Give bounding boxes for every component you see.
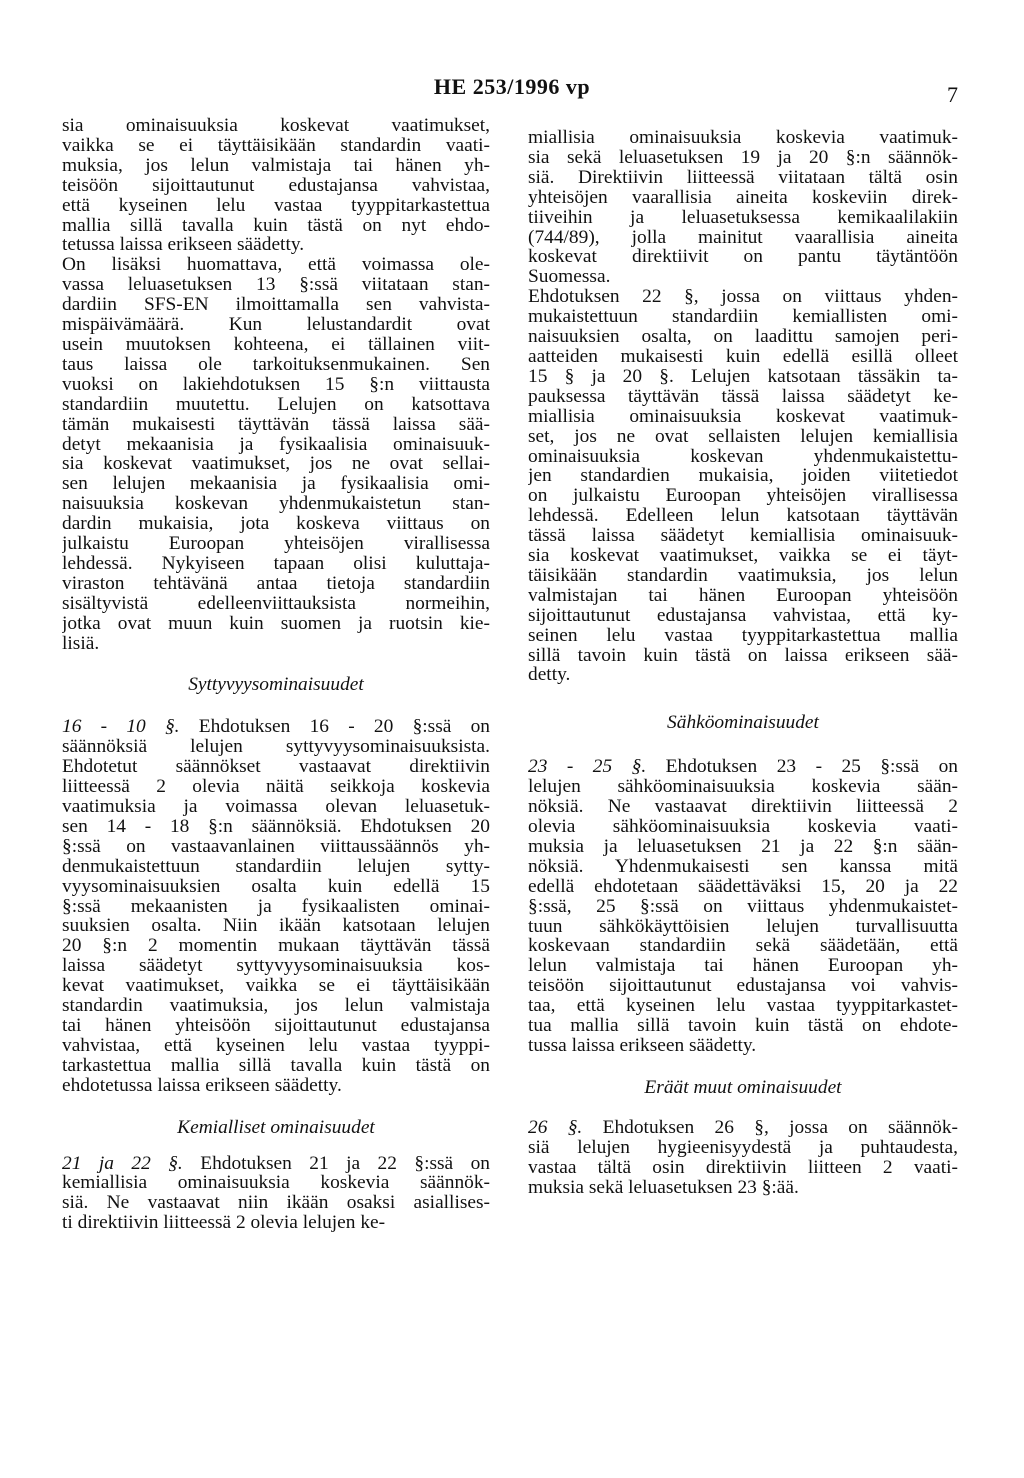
text-line: naisuuksia koskevan yhdenmukaistetun stan-	[62, 494, 490, 515]
text-line: ominaisuuksia koskevan yhdenmukaistettu-	[528, 446, 958, 467]
text-line: tua mallia sillä tavoin kuin tästä on ehdote-	[528, 1016, 958, 1036]
text-line: vyysominaisuuksien osalta kuin edellä 15	[62, 876, 490, 897]
text-line: mispäivämäärä. Kun lelustandardit ovat	[62, 315, 490, 335]
text-line: lehdessä. Nykyiseen tapaan olisi kuluttaja-	[62, 553, 490, 574]
text-line: On lisäksi huomattava, että voimassa ole-	[62, 255, 490, 276]
text-line: pauksessa täyttävän tässä laissa säädetyt ke-	[528, 386, 958, 407]
text-line: tussa laissa erikseen säädetty.	[528, 1035, 757, 1056]
paragraph-first-line	[62, 717, 490, 737]
text-line: sia sekä leluasetuksen 19 ja 20 §:n säännök-	[528, 147, 958, 168]
text-line: 15 § ja 20 §. Lelujen katsotaan tässäkin ta-	[528, 366, 958, 387]
text-line: sisältyvistä edelleenviittauksista normeihin,	[62, 593, 490, 614]
text-line: siä. Direktiivin liitteessä viitataan tältä osin	[528, 167, 958, 188]
text-line: taus laissa ole tarkoituksenmukainen. Sen	[62, 354, 490, 375]
text-line: lelun valmistaja tai hänen Euroopan yh-	[528, 956, 958, 977]
text-line: siä lelujen hygieenisyydestä ja puhtaudesta,	[528, 1137, 958, 1158]
text-line: tetussa laissa erikseen säädetty.	[62, 235, 305, 256]
left-paragraph-chemical	[62, 1154, 490, 1234]
heading-chemical: Kemialliset ominaisuudet	[177, 1116, 375, 1138]
right-paragraph-other	[528, 1118, 958, 1198]
text-line: kevat vaatimukset, vaikka se ei täyttäisikään	[62, 976, 490, 997]
section-ref: 26 §.	[528, 1117, 583, 1138]
left-intro-paragraph	[62, 116, 490, 255]
text-line: mukaistettuun standardiin kemiallisten omi-	[528, 307, 958, 328]
text-line: miallisia ominaisuuksia koskevia vaatimuk-	[528, 128, 958, 148]
text-line: sijoittautunut edustajansa vahvistaa, että ky-	[528, 605, 958, 626]
text-line: muksia, jos lelun valmistaja tai hänen yh-	[62, 155, 490, 176]
text-line: (744/89), jolla mainitut vaarallisia aineita	[528, 227, 958, 248]
text-line: muksia sekä leluasetuksen 23 §:ää.	[528, 1177, 799, 1198]
text-line: suuksien osalta. Niin ikään katsotaan lelujen	[62, 916, 490, 937]
paragraph-first-line	[62, 1154, 490, 1174]
text-line: §:ssä, 25 §:ssä on viittaus yhdenmukaistet-	[528, 896, 958, 917]
line-text: Ehdotuksen 23 - 25 §:ssä on	[646, 757, 958, 778]
text-line: ti direktiivin liitteessä 2 olevia lelujen ke-	[62, 1213, 386, 1234]
text-line: tiiveihin ja leluasetuksessa kemikaalilakiin	[528, 207, 958, 228]
text-line: sen 14 - 18 §:n säännöksiä. Ehdotuksen 20	[62, 816, 490, 837]
text-line: vastaa tältä osin direktiivin liitteen 2 vaati-	[528, 1157, 958, 1178]
text-line: edellä ehdotetaan säädettäväksi 15, 20 ja 22	[528, 876, 958, 897]
text-line: jotka ovat muun kuin suomen ja ruotsin kie-	[62, 613, 490, 634]
text-line: taa, että kyseinen lelu vastaa tyyppitarkastet-	[528, 996, 958, 1017]
section-ref: 16 - 10 §.	[62, 717, 180, 738]
text-line: sen lelujen mekaanisia ja fysikaalisia omi-	[62, 474, 490, 495]
page-number: 7	[947, 82, 958, 107]
text-line: ehdotetussa laissa erikseen säädetty.	[62, 1075, 342, 1096]
text-line: täisikään standardin vaatimuksia, jos lelun	[528, 565, 958, 586]
text-line: standardin vaatimuksia, jos lelun valmistaja	[62, 996, 490, 1016]
text-line: nöksiä. Ne vastaavat direktiivin liitteessä 2	[528, 797, 958, 817]
text-line: koskevaan standardiin sekä säädetään, että	[528, 936, 958, 957]
text-line: olevia sähköominaisuuksia koskevia vaati-	[528, 817, 958, 837]
text-line: detyt mekaanisia ja fysikaalisia ominaisuuk-	[62, 434, 490, 455]
text-line: muksia ja leluasetuksen 21 ja 22 §:n sään-	[528, 836, 958, 857]
text-line: detty.	[528, 665, 571, 686]
text-line: lehdessä. Edelleen lelun katsotaan täyttävän	[528, 506, 958, 527]
text-line: mallia sillä tavalla kuin tästä on nyt ehdo-	[62, 215, 490, 236]
text-line: koskevat direktiivit on pantu täytäntöön	[528, 247, 958, 268]
text-line: tämän mukaisesti täyttävän tässä laissa sää-	[62, 414, 490, 435]
right-paragraph-electrical	[528, 757, 958, 1056]
text-line: yhteisöjen vaarallisia aineita koskeviin direk-	[528, 187, 958, 208]
paragraph-first-line	[528, 757, 958, 777]
text-line: Suomessa.	[528, 267, 611, 288]
heading-electrical: Sähköominaisuudet	[667, 712, 819, 734]
text-line: kemiallisia ominaisuuksia koskevia säännök-	[62, 1173, 490, 1194]
heading-flammability: Syttyvyysominaisuudet	[188, 674, 364, 696]
text-line: liitteessä 2 olevia näitä seikkoja koskevia	[62, 777, 490, 797]
paragraph-first-line	[528, 1118, 958, 1138]
text-line: tarkastettua mallia sillä tavalla kuin tästä on	[62, 1055, 490, 1076]
text-line: sia koskevat vaatimukset, vaikka se ei täyt-	[528, 546, 958, 566]
section-ref: 21 ja 22 §.	[62, 1153, 183, 1174]
text-line: laissa säädetyt syttyvyysominaisuuksia kos-	[62, 956, 490, 977]
text-line: 20 §:n 2 momentin mukaan täyttävän tässä	[62, 936, 490, 957]
text-line: teisöön sijoittautunut edustajansa vahvistaa,	[62, 175, 490, 196]
text-line: §:ssä on vastaavanlainen viittaussäännös yh-	[62, 836, 490, 857]
text-line: set, jos ne ovat sellaisten lelujen kemiallisia	[528, 426, 958, 447]
text-line: tässä laissa säädetyt kemiallisia ominaisuuk-	[528, 526, 958, 547]
text-line: seinen lelu vastaa tyyppitarkastettua mallia	[528, 625, 958, 646]
text-line: vaatimuksia ja voimassa olevan leluasetuk-	[62, 797, 490, 817]
text-line: Ehdotuksen 22 §, jossa on viittaus yhden-	[528, 287, 958, 308]
text-line: lelujen sähköominaisuuksia koskevia sään-	[528, 777, 958, 798]
text-line: aatteiden mukaisesti kuin edellä esillä olleet	[528, 346, 958, 367]
text-line: jen standardien mukaisia, joiden viitetiedot	[528, 466, 958, 487]
text-line: dardiin SFS-EN ilmoittamalla sen vahvista-	[62, 295, 490, 316]
text-line: sillä tavoin kuin tästä on laissa erikseen sää-	[528, 645, 958, 666]
text-line: naisuuksien osalta, on laadittu samojen peri-	[528, 327, 958, 347]
text-line: lisiä.	[62, 633, 100, 654]
text-line: että kyseinen lelu vastaa tyyppitarkastettua	[62, 195, 490, 216]
text-line: sia ominaisuuksia koskevat vaatimukset,	[62, 116, 490, 136]
text-line: denmukaistettuun standardiin lelujen sytty-	[62, 856, 490, 877]
text-line: vahvistaa, että kyseinen lelu vastaa tyyppi-	[62, 1035, 490, 1056]
text-line: säännöksiä lelujen syttyvyysominaisuuksista.	[62, 737, 490, 758]
text-line: teisöön sijoittautunut edustajansa voi vahvis-	[528, 976, 958, 997]
text-line: vaikka se ei täyttäisikään standardin vaati-	[62, 135, 490, 156]
document-reference: HE 253/1996 vp	[433, 74, 591, 99]
line-text: Ehdotuksen 16 - 20 §:ssä on	[179, 717, 490, 738]
right-column	[528, 128, 958, 1197]
text-line: vassa leluasetuksen 13 §:ssä viitataan stan-	[62, 275, 490, 296]
right-paragraph-standards	[528, 287, 958, 685]
left-paragraph-flammability	[62, 717, 490, 1095]
text-line: nöksiä. Yhdenmukaisesti sen kanssa mitä	[528, 856, 958, 877]
text-line: miallisia ominaisuuksia koskevat vaatimuk-	[528, 406, 958, 427]
text-line: tuun sähkökäyttöisien lelujen turvallisuutta	[528, 916, 958, 937]
text-line: standardiin muutettu. Lelujen on katsottava	[62, 394, 490, 415]
text-line: Ehdotetut säännökset vastaavat direktiivin	[62, 757, 490, 778]
text-line: dardin mukaisia, jota koskeva viittaus on	[62, 514, 490, 535]
text-line: tai hänen yhteisöön sijoittautunut edustajansa	[62, 1015, 490, 1036]
text-line: on julkaistu Euroopan yhteisöjen virallisessa	[528, 486, 958, 507]
line-text: Ehdotuksen 26 §, jossa on säännök-	[582, 1117, 958, 1138]
text-line: julkaistu Euroopan yhteisöjen virallisessa	[62, 534, 490, 554]
left-paragraph-standards	[62, 255, 490, 653]
text-line: valmistajan tai hänen Euroopan yhteisöön	[528, 585, 958, 606]
section-ref: 23 - 25 §.	[528, 757, 647, 778]
heading-other-properties: Eräät muut ominaisuudet	[644, 1076, 842, 1098]
left-column	[62, 116, 490, 1233]
text-line: vuoksi on lakiehdotuksen 15 §:n viittausta	[62, 374, 490, 395]
right-intro-paragraph	[528, 128, 958, 287]
line-text: Ehdotuksen 21 ja 22 §:ssä on	[182, 1153, 490, 1174]
text-line: §:ssä mekaanisten ja fysikaalisten ominai-	[62, 896, 490, 917]
text-line: sia koskevat vaatimukset, jos ne ovat sellai-	[62, 454, 490, 475]
text-line: viraston tehtävänä antaa tietoja standardiin	[62, 573, 490, 594]
text-line: siä. Ne vastaavat niin ikään osaksi asiallises-	[62, 1193, 490, 1214]
text-line: usein muutoksen kohteena, ei tällainen viit-	[62, 334, 490, 355]
